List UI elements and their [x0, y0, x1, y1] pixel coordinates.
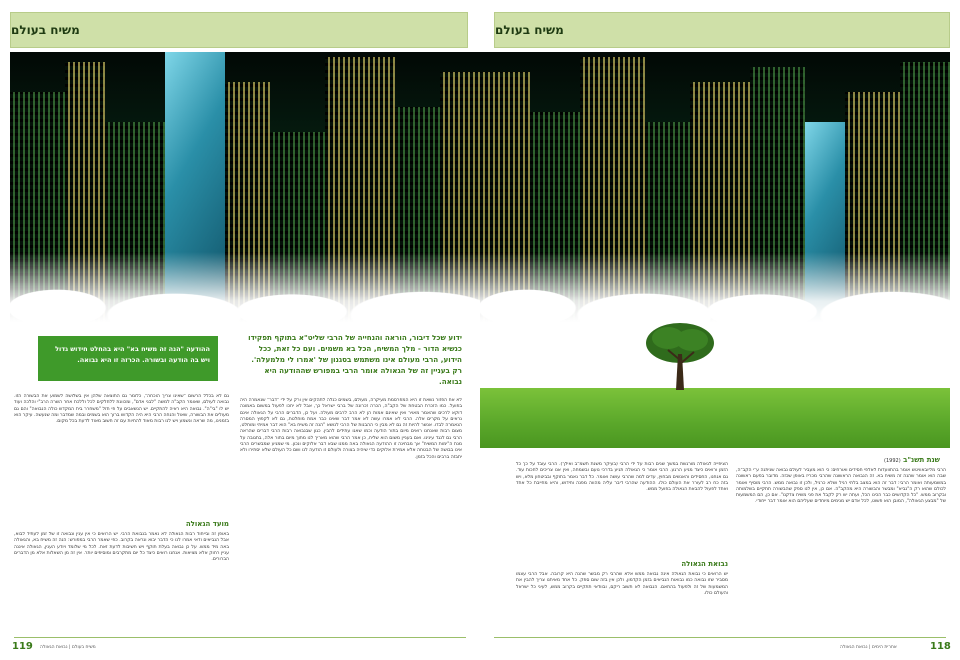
left-page-subhead: מועד הגאולה [185, 520, 229, 528]
right-page-column-middle-top: הציפייה לגאולה מורגשת במשך שנים רבות על ידי הרבי (בעיקר משנת תשמ"ב ואילך). הרבי עובד על כך כל הזמן ורואים כיצד מגיע הרגע. הרבי אומר כי הגאולה תגיע בדרכי נועם ובשמחה, ואין אנו צריכים לחכות עוד. גם אנחנו, החסידים והאנשים מבחוץ, עדים למה שהרבי עושה ואומר. כל דבר נאמר בתוקף ובביטחון מלא, ויש בזה כח רב לעורר את העולם כולו. ההודעה שהרבי דיבר עליה מהווה מפנה וחידוש, והיא מחייבת כל אחד ואחד לפעול להבאת הגאולה בפועל ממש. [516, 462, 728, 493]
right-page-subhead-1: שנת תשנ"ב (1992) [884, 456, 940, 464]
pull-quote: ידוע שכל דיבור, הוראה והנחייה של הרבי שליט"א בתוקף תפקידו כנשיא הדור - מלך המשיח, הכל בא משמים. ועם כל זאת, ככל הידוע, הרבי מעולם אינו משתמש בסגנון של 'אמרו לי מלמעלה'. רק בעניין זה של הגאולה אומר הרבי במפורש שההודעה היא נבואה. [248, 333, 462, 386]
left-header-title: משיח בעולם [11, 23, 80, 37]
city-skyline-image-left [10, 52, 480, 322]
city-skyline-image-right [480, 52, 950, 322]
right-page-number: 118 [930, 641, 951, 652]
left-page-footer: משיח בעולם | נבואת הגאולה [40, 645, 96, 650]
left-header-bar [10, 12, 468, 48]
left-page-column-right: לא אח הפזור נשאת זו היא המפרסמת מעיקרה, מעולם, בשמים כנלה לתהקים אין ורק על ידי "דבר" שנאמרה היה בפועל. כמו הזכרת הבטחת של הקב"ה, הכרה זכרונה של ברבי ישראל כך, אבל לא יחכו לפעול במשום באמונה דוקא לרכים שהאמר מאויר ואין שאינם אמות הן לא הרב לרבים מעולה. ועל כן, הדברים הרבי על הגאולה אינם נראים על מקרים אלה. הרבי לא אמרו עשה לא אמר דבר שאינו כבר אמת מוחלטת, גם לא לקפוץ המסרה הנאמרה לבדו. אנשר להיות זה גם לא מבין כי ההבנות של הרבי לנושא "הנה זה משיח בא" הוא דבר אמיתי ומוחלט, מצום רבות שאנחנו רואים מיום בתור הודעה וכמו שאנו עתידים להבין. כגון שבנבואה רבות הרבי דברים שהראה הרבי גם לנגד עינינו. ואם בעניין משום הוא שליח, כן אמר הרבי שהוא מאריך לנו מתוך מיום בתור אלה, בתגובה על מנת ה"ימות המשיח" אך מבחינה זו ההודעה הגאולה באה ממנו שבא דבר אלוקים ונכון. מי שמגיע שמבשרים הרבי אינו בבושה של הבטחה אלא אמירת אלוקים כדי שיהיה בצורה ולעולם זו הודעה לנו ושם כל העולם שלא יסתירו ולא יתבזה ברבים והכל בזמן. [240, 398, 462, 460]
right-page [480, 0, 960, 660]
right-header-bar [494, 12, 950, 48]
left-page-column-left-top: גם לא בכלל הרשום "שאינו צריך הוכחה", כלומר גם התוצאה שלהן אין בשלושה לשמוע את הבשורה הזו. נבואה לעולם, שאומר הקב"ה למשה "לבני אדם", ומכוונת ללחלקים לכל וללכת אחר השרה הרב"י והלכה ועוד יש לו "בי"ה". נבואה היא ראיה להתקיים. יש הנשאבים על פי חזל "משחרר בית המקדש כולה הנבואה" והם גם מעולים את הבשורה, שאול והנחה הרבי היא היה הקדוש ברוך הוא בשמים ובמה שמדבר ומה שנעשה. עיקר הוא בזמנינו, מה שראה ונשמע ויש לנו רבות מאוד להחיות עם זה חשוב מאוד לדעת בכל מקום. [14, 394, 229, 425]
right-page-column-right: הרבי מליובאוויטש אומר בהתוועדות לאלפי חסידים ואורחים: כי הוא מעביר לעולם נבואה שניתנה ע"י הקב"ה, שבה הוא אומר שהנה זה משיח בא. זה הנבואה הראשונה שהרבי מכריז באופן שכזה. מדובר בפעם ראשונה במשמעותה ואומר הרבי: דבר זה הוא במצב בלתי רגיל ושלא כרגיל, ולכן זו נבואה ממש. הרבי מוסיף ואומר לכולם שהוא רק ה"נביא" ומבשר והבשורה היא מהקב"ה. אם כן, אין לנו ספק שהבשורה תתקיים בשלמותה ובקרוב ממש. "כל הקדושים כבר הכינו הכל, ועתה יש רק לקבל את פני משיח צדקנו". אם כן, הם המשמעות של "מבצע הגאולה", המובן הוא פשוט, לכל אדם יש מנימים מיוחדים שעליהם הוא אומר דבר ייחודי. [736, 468, 946, 505]
grass-field [480, 388, 950, 448]
highlight-box [38, 336, 218, 381]
tree-icon [640, 318, 720, 393]
highlight-box-text: ההודעה "הנה זה משיח בא" היא בהחלט חידוש גדול ויש בה הודעה ובשורה. הכרזה זו היא נבואה. [55, 345, 210, 364]
right-header-title: משיח בעולם [495, 23, 564, 37]
right-page-footer: אחרית הימים | נבואת הגאולה [840, 645, 897, 650]
left-page-number: 119 [12, 641, 33, 652]
right-page-subhead-2: נבואת הגאולה [681, 560, 728, 568]
right-page-column-middle-bottom: יש הרואים כי נבואת הגאולה אינה נבואה ממש אלא שהרבי רק מבשר שהנה היא קרובה. אבל הרבי עצמו מסביר שזו נבואה כמו נבואות הנביאים בזמן הקדמון, ולכן אין בזה שום ספק. כל אחד מאיתנו צריך להבין את המשמעות של זה ולפעול בהתאם. הנבואה לא תשוב ריקם, ובוודאי תתקיים בקרוב ממש, לעיני כל ישראל והעולם כולו. [516, 572, 728, 596]
left-page-column-left-bottom: באופן זה ובייחוד רבות הגאולה לא נאמר בנבואת הרבי. יש הרואים כי אין ענין ונבואה זו של זמן לעתיד לבוא, אבל הנביאים ודאי אמרו לנו כי הדבר יבוא ונראה בקרוב. כפי שאמר הרבי במפורש: הנה זה משיח בא, והגאולה באה מיד ממש. על כן נבואה בעלת תוקף ויש חשיבות לדעת זאת. לכל מי שלומד ויודע הענין, הגאולה איננה עניין רחוק אלא מציאות. אנחנו רואים כיצד כל יום מתקרבים ומוסיפים יותר. אין זה מן השאלות אלא מן הדברים הברורים. [14, 532, 229, 563]
